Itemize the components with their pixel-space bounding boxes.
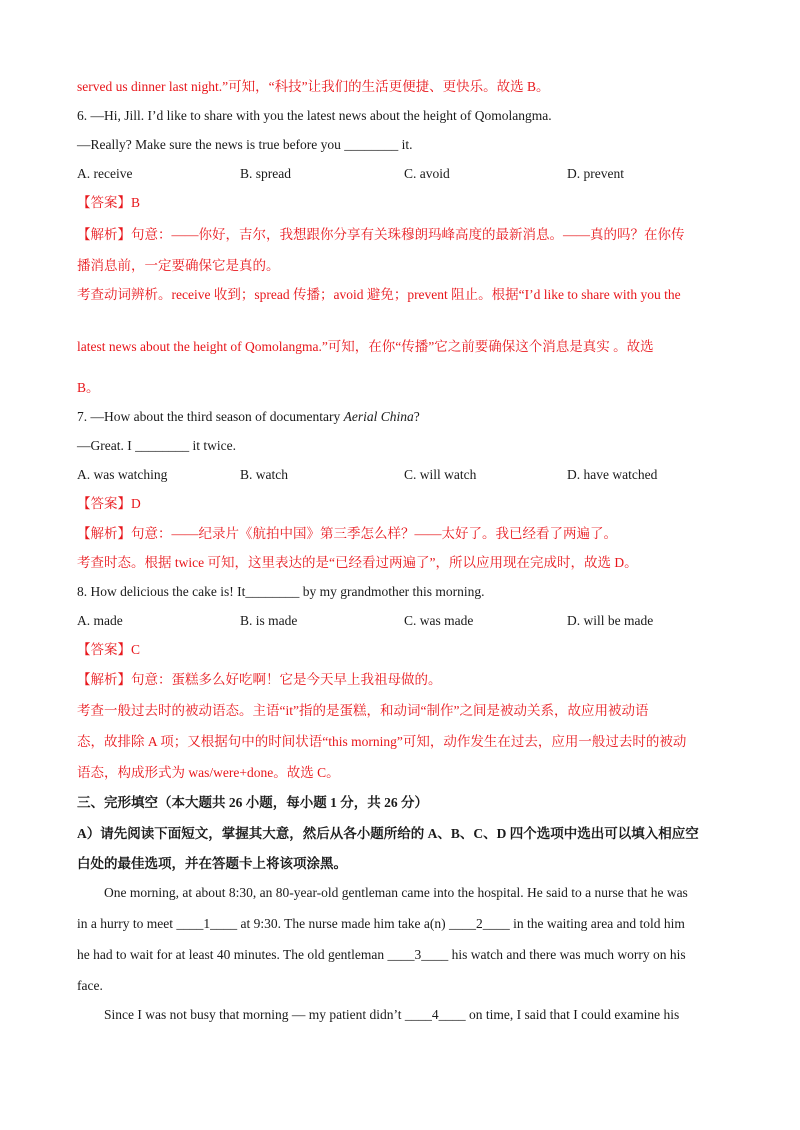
q6-options [77,164,777,184]
passage-paragraph1-line2: in a hurry to meet ____1____ at 9:30. The nurse made him take a(n) ____2____ in the waiting area and told him [77,916,685,931]
q6-option-b: B. spread [240,166,291,181]
q8-explanation-line1: 【解析】句意：蛋糕多么好吃啊！它是今天早上我祖母做的。 [77,672,442,687]
section-a-instructions-line1: A）请先阅读下面短文，掌握其大意，然后从各小题所给的 A、B、C、D 四个选项中选出可以填入相应空 [77,826,699,841]
q7-stem-suffix: ? [413,409,420,424]
q8-option-b: B. is made [240,613,298,628]
passage-paragraph1-line3: he had to wait for at least 40 minutes. The old gentleman ____3____ his watch and there was much worry on his [77,947,686,962]
q7-stem-line1 [77,407,740,427]
q6-explanation-line2: 播消息前，一定要确保它是真的。 [77,258,280,273]
q7-explanation-line2: 考查时态。根据 twice 可知，这里表达的是“已经看过两遍了”，所以应用现在完成时，故选 D。 [77,555,638,570]
q8-option-c: C. was made [404,613,474,628]
q7-option-b: B. watch [240,467,288,482]
q8-explanation-line2: 考查一般过去时的被动语态。主语“it”指的是蛋糕，和动词“制作”之间是被动关系，故应用被动语 [77,703,649,718]
q6-option-a: A. receive [77,166,133,181]
passage-paragraph2-line1: Since I was not busy that morning — my patient didn’t ____4____ on time, I said that I could examine his [104,1007,680,1022]
passage-paragraph1-line4: face. [77,978,103,993]
q5-explanation-end: served us dinner last night.”可知，“科技”让我们的生活更便捷、更快乐。故选 B。 [77,79,550,94]
q7-option-c: C. will watch [404,467,477,482]
q7-options [77,465,777,485]
q6-answer: 【答案】B [77,195,141,210]
q7-answer: 【答案】D [77,496,141,511]
passage-paragraph1-line1: One morning, at about 8:30, an 80-year-old gentleman came into the hospital. He said to a nurse that he was [104,885,688,900]
q8-answer: 【答案】C [77,642,141,657]
q7-option-a: A. was watching [77,467,168,482]
q8-explanation-line3: 态，故排除 A 项；又根据句中的时间状语“this morning”可知，动作发生在过去，应用一般过去时的被动 [77,734,687,749]
q6-explanation-line1: 【解析】句意：——你好，吉尔，我想跟你分享有关珠穆朗玛峰高度的最新消息。——真的吗？在你传 [77,227,685,242]
q7-documentary-title: Aerial China [343,409,414,424]
section-three-heading: 三、完形填空（本大题共 26 小题，每小题 1 分，共 26 分） [77,795,428,810]
q7-stem-line2: —Great. I ________ it twice. [77,438,236,453]
q6-explanation-line4: latest news about the height of Qomolangma.”可知，在你“传播”它之前要确保这个消息是真实 。故选 [77,339,654,354]
q6-explanation-line3: 考查动词辨析。receive 收到；spread 传播；avoid 避免；prevent 阻止。根据“I’d like to share with you the [77,287,681,302]
q7-explanation-line1: 【解析】句意：——纪录片《航拍中国》第三季怎么样？——太好了。我已经看了两遍了。 [77,526,617,541]
q7-stem-prefix: 7. —How about the third season of documentary [77,409,344,424]
q8-option-a: A. made [77,613,123,628]
q6-option-c: C. avoid [404,166,450,181]
q6-stem-line2: —Really? Make sure the news is true before you ________ it. [77,137,413,152]
q8-explanation-line4: 语态，构成形式为 was/were+done。故选 C。 [77,765,340,780]
q8-options [77,611,777,631]
q6-option-d: D. prevent [567,166,624,181]
q6-stem-line1: 6. —Hi, Jill. I’d like to share with you the latest news about the height of Qomolangma. [77,108,552,123]
q8-option-d: D. will be made [567,613,654,628]
q7-option-d: D. have watched [567,467,658,482]
q6-explanation-line5: B。 [77,380,100,395]
q8-stem: 8. How delicious the cake is! It________ by my grandmother this morning. [77,584,485,599]
section-a-instructions-line2: 白处的最佳选项，并在答题卡上将该项涂黑。 [77,856,347,871]
